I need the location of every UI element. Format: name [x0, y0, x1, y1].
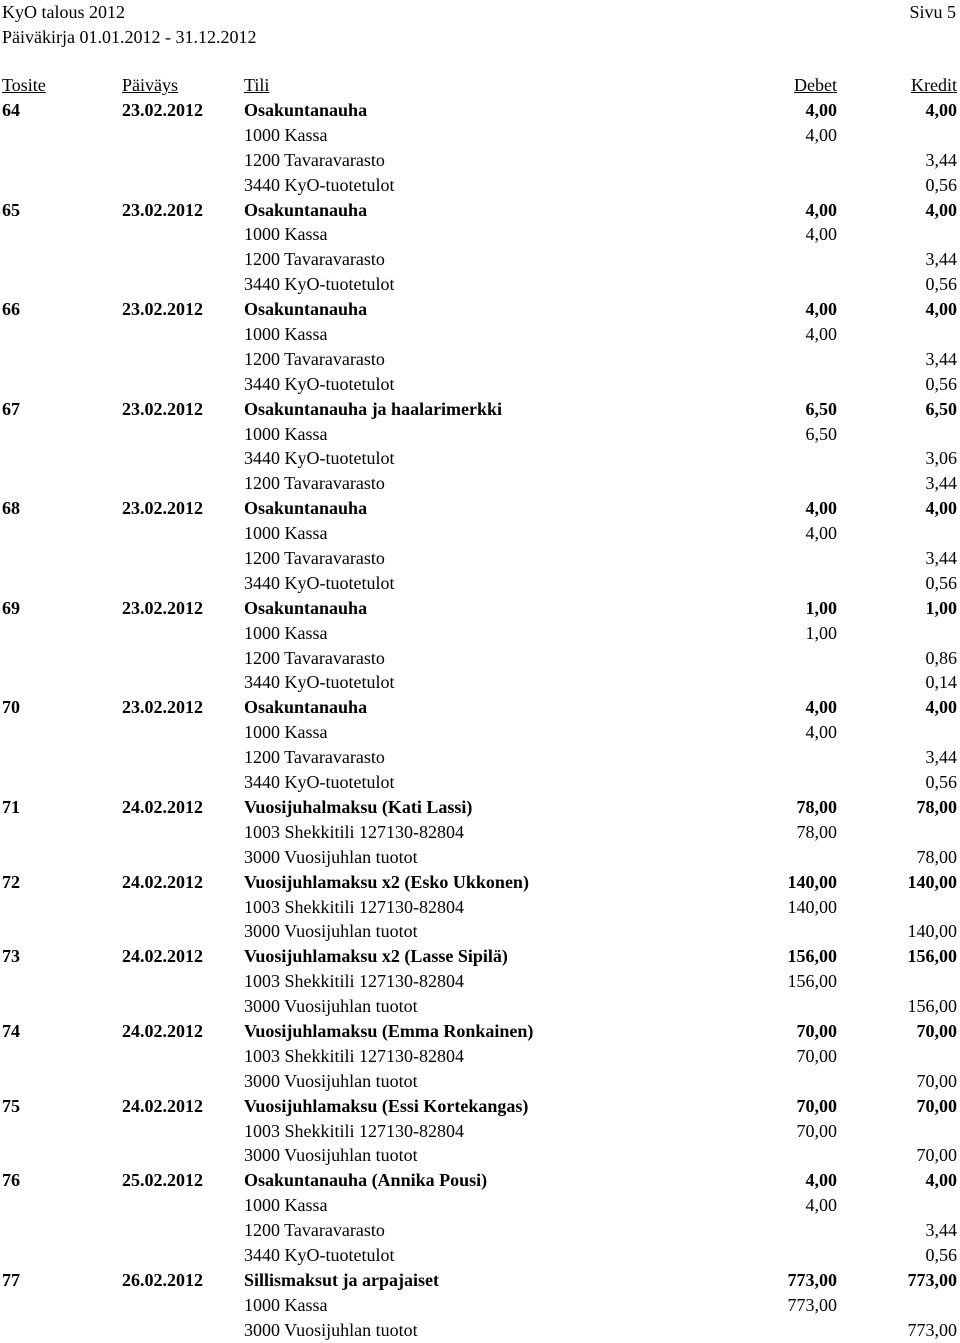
entry-date: 24.02.2012	[122, 796, 203, 817]
account-line	[0, 1218, 960, 1243]
entry-debet: 78,00	[796, 796, 837, 817]
account-name: 3440 KyO-tuotetulot	[244, 572, 395, 593]
page-number: Sivu 5	[909, 2, 956, 22]
entry-description: Vuosijuhlamaksu x2 (Lasse Sipilä)	[244, 946, 508, 967]
account-line	[0, 471, 960, 496]
entry-kredit: 4,00	[925, 100, 957, 120]
entry-description: Vuosijuhlamaksu x2 (Esko Ukkonen)	[244, 871, 529, 892]
entry-kredit: 1,00	[925, 597, 957, 618]
line-kredit: 3,44	[925, 1220, 957, 1241]
line-kredit: 0,86	[925, 647, 957, 668]
account-line	[0, 222, 960, 247]
line-debet: 4,00	[805, 324, 837, 345]
line-debet: 70,00	[796, 1045, 837, 1066]
account-name: 3440 KyO-tuotetulot	[244, 1244, 395, 1265]
entry-debet: 70,00	[796, 1095, 837, 1116]
line-debet: 4,00	[805, 523, 837, 544]
line-kredit: 0,56	[925, 772, 957, 793]
voucher-number: 65	[2, 199, 20, 220]
account-name: 1200 Tavaravarasto	[244, 149, 385, 170]
line-debet: 4,00	[805, 124, 837, 145]
account-name: 1000 Kassa	[244, 423, 328, 444]
account-line	[0, 1293, 960, 1318]
account-name: 3000 Vuosijuhlan tuotot	[244, 1319, 418, 1340]
account-line	[0, 670, 960, 695]
account-line	[0, 173, 960, 198]
entry-debet: 4,00	[805, 299, 837, 320]
account-line	[0, 347, 960, 372]
account-line	[0, 895, 960, 920]
entry-kredit: 773,00	[907, 1269, 957, 1290]
entry-debet: 70,00	[796, 1020, 837, 1041]
voucher-number: 73	[2, 946, 20, 967]
line-kredit: 3,44	[925, 548, 957, 569]
entry-description: Osakuntanauha ja haalarimerkki	[244, 398, 503, 419]
account-line	[0, 621, 960, 646]
account-line	[0, 1143, 960, 1168]
line-kredit: 3,06	[925, 448, 957, 469]
account-name: 1200 Tavaravarasto	[244, 747, 385, 768]
voucher-number: 77	[2, 1269, 20, 1290]
account-line	[0, 820, 960, 845]
entry-debet: 4,00	[805, 1170, 837, 1191]
entry-description: Osakuntanauha	[244, 100, 368, 120]
entry-kredit: 4,00	[925, 697, 957, 718]
account-line	[0, 446, 960, 471]
line-kredit: 3,44	[925, 747, 957, 768]
voucher-number: 71	[2, 796, 20, 817]
line-kredit: 773,00	[907, 1319, 957, 1340]
entry-date: 24.02.2012	[122, 946, 203, 967]
account-line	[0, 969, 960, 994]
account-line	[0, 148, 960, 173]
entry-debet: 1,00	[805, 597, 837, 618]
account-line	[0, 521, 960, 546]
column-headers	[0, 73, 960, 98]
account-name: 3440 KyO-tuotetulot	[244, 672, 395, 693]
entry-date: 23.02.2012	[122, 199, 203, 220]
entry-debet: 4,00	[805, 697, 837, 718]
account-name: 3440 KyO-tuotetulot	[244, 772, 395, 793]
account-name: 1003 Shekkitili 127130-82804	[244, 1120, 464, 1141]
column-header-tili: Tili	[244, 75, 270, 95]
account-name: 3440 KyO-tuotetulot	[244, 448, 395, 469]
entry-row	[0, 297, 960, 322]
account-name: 3000 Vuosijuhlan tuotot	[244, 846, 418, 867]
account-line	[0, 247, 960, 272]
line-debet: 1,00	[805, 622, 837, 643]
entry-date: 23.02.2012	[122, 697, 203, 718]
account-line	[0, 646, 960, 671]
entry-row	[0, 1094, 960, 1119]
account-name: 3440 KyO-tuotetulot	[244, 274, 395, 295]
entry-row	[0, 496, 960, 521]
entry-row	[0, 1168, 960, 1193]
account-name: 3000 Vuosijuhlan tuotot	[244, 1145, 418, 1166]
account-line	[0, 720, 960, 745]
voucher-number: 72	[2, 871, 20, 892]
account-name: 1200 Tavaravarasto	[244, 348, 385, 369]
line-kredit: 3,44	[925, 149, 957, 170]
voucher-number: 75	[2, 1095, 20, 1116]
line-kredit: 3,44	[925, 249, 957, 270]
voucher-number: 64	[2, 100, 20, 120]
line-kredit: 0,56	[925, 274, 957, 295]
journal-period: Päiväkirja 01.01.2012 - 31.12.2012	[2, 27, 257, 47]
account-name: 1200 Tavaravarasto	[244, 548, 385, 569]
account-name: 3440 KyO-tuotetulot	[244, 174, 395, 195]
entry-kredit: 78,00	[916, 796, 957, 817]
entry-debet: 140,00	[787, 871, 837, 892]
entry-debet: 6,50	[805, 398, 837, 419]
entry-date: 23.02.2012	[122, 100, 203, 120]
account-name: 1000 Kassa	[244, 622, 328, 643]
entry-debet: 4,00	[805, 199, 837, 220]
account-name: 3000 Vuosijuhlan tuotot	[244, 996, 418, 1017]
line-debet: 156,00	[787, 971, 837, 992]
line-kredit: 78,00	[916, 846, 957, 867]
account-line	[0, 1069, 960, 1094]
entry-description: Osakuntanauha	[244, 597, 368, 618]
line-kredit: 0,56	[925, 174, 957, 195]
voucher-number: 69	[2, 597, 20, 618]
entry-row	[0, 695, 960, 720]
line-debet: 6,50	[805, 423, 837, 444]
account-name: 1003 Shekkitili 127130-82804	[244, 1045, 464, 1066]
entry-date: 23.02.2012	[122, 398, 203, 419]
column-header-tosite: Tosite	[2, 75, 46, 95]
voucher-number: 70	[2, 697, 20, 718]
account-name: 1000 Kassa	[244, 324, 328, 345]
account-line	[0, 123, 960, 148]
line-debet: 4,00	[805, 224, 837, 245]
account-line	[0, 994, 960, 1019]
account-name: 3000 Vuosijuhlan tuotot	[244, 921, 418, 942]
entry-description: Osakuntanauha (Annika Pousi)	[244, 1170, 488, 1191]
entry-debet: 773,00	[787, 1269, 837, 1290]
line-kredit: 0,56	[925, 1244, 957, 1265]
line-kredit: 0,56	[925, 373, 957, 394]
account-name: 3440 KyO-tuotetulot	[244, 373, 395, 394]
entry-date: 24.02.2012	[122, 871, 203, 892]
entry-row	[0, 870, 960, 895]
account-line	[0, 322, 960, 347]
entry-description: Sillismaksut ja arpajaiset	[244, 1269, 440, 1290]
line-kredit: 3,44	[925, 348, 957, 369]
account-name: 3000 Vuosijuhlan tuotot	[244, 1070, 418, 1091]
line-kredit: 140,00	[907, 921, 957, 942]
entry-row	[0, 98, 960, 123]
account-line	[0, 1119, 960, 1144]
account-name: 1200 Tavaravarasto	[244, 249, 385, 270]
entry-date: 23.02.2012	[122, 299, 203, 320]
column-header-debet: Debet	[794, 75, 837, 95]
voucher-number: 74	[2, 1020, 20, 1041]
account-line	[0, 745, 960, 770]
account-name: 1000 Kassa	[244, 1294, 328, 1315]
entry-description: Vuosijuhlamaksu (Emma Ronkainen)	[244, 1020, 534, 1041]
account-line	[0, 422, 960, 447]
account-name: 1200 Tavaravarasto	[244, 473, 385, 494]
entry-kredit: 4,00	[925, 1170, 957, 1191]
entry-kredit: 70,00	[916, 1020, 957, 1041]
document-title: KyO talous 2012	[2, 2, 125, 22]
entry-row	[0, 1268, 960, 1293]
entry-description: Vuosijuhlamaksu (Essi Kortekangas)	[244, 1095, 529, 1116]
column-header-paivays: Päiväys	[122, 75, 178, 95]
entry-kredit: 6,50	[925, 398, 957, 419]
line-debet: 140,00	[787, 896, 837, 917]
column-header-kredit: Kredit	[911, 75, 957, 95]
line-kredit: 70,00	[916, 1070, 957, 1091]
entry-description: Osakuntanauha	[244, 498, 368, 519]
entry-date: 26.02.2012	[122, 1269, 203, 1290]
account-name: 1003 Shekkitili 127130-82804	[244, 971, 464, 992]
entry-row	[0, 397, 960, 422]
entry-kredit: 70,00	[916, 1095, 957, 1116]
entry-kredit: 4,00	[925, 299, 957, 320]
line-debet: 78,00	[796, 821, 837, 842]
account-line	[0, 845, 960, 870]
account-name: 1000 Kassa	[244, 224, 328, 245]
entry-description: Osakuntanauha	[244, 199, 368, 220]
entry-row	[0, 944, 960, 969]
account-line	[0, 1318, 960, 1343]
line-kredit: 0,14	[925, 672, 957, 693]
account-line	[0, 770, 960, 795]
entry-date: 24.02.2012	[122, 1020, 203, 1041]
account-line	[0, 272, 960, 297]
line-debet: 4,00	[805, 1195, 837, 1216]
account-name: 1000 Kassa	[244, 124, 328, 145]
entry-debet: 4,00	[805, 498, 837, 519]
entry-kredit: 140,00	[907, 871, 957, 892]
account-name: 1003 Shekkitili 127130-82804	[244, 896, 464, 917]
line-kredit: 3,44	[925, 473, 957, 494]
entry-kredit: 4,00	[925, 498, 957, 519]
entry-description: Osakuntanauha	[244, 697, 368, 718]
entry-date: 23.02.2012	[122, 498, 203, 519]
account-line	[0, 1193, 960, 1218]
account-line	[0, 372, 960, 397]
voucher-number: 76	[2, 1170, 20, 1191]
account-name: 1000 Kassa	[244, 523, 328, 544]
account-line	[0, 571, 960, 596]
account-line	[0, 919, 960, 944]
entry-description: Vuosijuhalmaksu (Kati Lassi)	[244, 796, 473, 817]
entry-row	[0, 795, 960, 820]
line-debet: 4,00	[805, 722, 837, 743]
entry-kredit: 156,00	[907, 946, 957, 967]
line-kredit: 156,00	[907, 996, 957, 1017]
entry-date: 25.02.2012	[122, 1170, 203, 1191]
account-name: 1000 Kassa	[244, 1195, 328, 1216]
account-name: 1200 Tavaravarasto	[244, 647, 385, 668]
entry-date: 24.02.2012	[122, 1095, 203, 1116]
voucher-number: 66	[2, 299, 20, 320]
entry-debet: 156,00	[787, 946, 837, 967]
account-line	[0, 1243, 960, 1268]
line-kredit: 0,56	[925, 572, 957, 593]
entry-description: Osakuntanauha	[244, 299, 368, 320]
account-line	[0, 1044, 960, 1069]
entry-debet: 4,00	[805, 100, 837, 120]
entry-kredit: 4,00	[925, 199, 957, 220]
entry-row	[0, 596, 960, 621]
voucher-number: 67	[2, 398, 20, 419]
account-line	[0, 546, 960, 571]
line-debet: 773,00	[787, 1294, 837, 1315]
line-kredit: 70,00	[916, 1145, 957, 1166]
entry-row	[0, 198, 960, 223]
account-name: 1000 Kassa	[244, 722, 328, 743]
entry-row	[0, 1019, 960, 1044]
account-name: 1003 Shekkitili 127130-82804	[244, 821, 464, 842]
entry-date: 23.02.2012	[122, 597, 203, 618]
journal-entries	[0, 98, 960, 1343]
voucher-number: 68	[2, 498, 20, 519]
line-debet: 70,00	[796, 1120, 837, 1141]
account-name: 1200 Tavaravarasto	[244, 1220, 385, 1241]
